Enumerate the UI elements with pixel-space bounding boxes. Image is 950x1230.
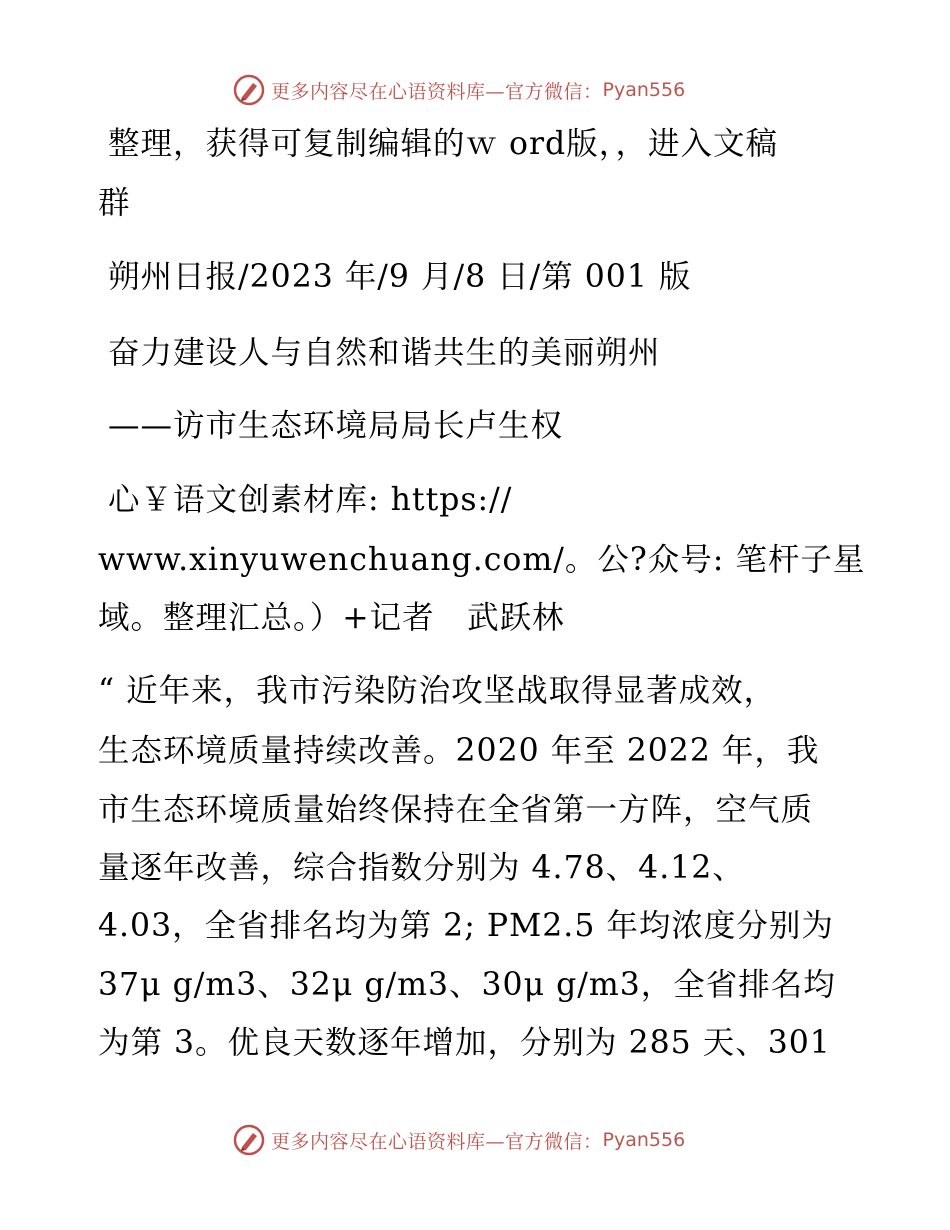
- body-line: 域。整理汇总。）+记者 武跃林: [98, 600, 565, 636]
- banner-wechat-id: Pyan556: [602, 79, 686, 101]
- body-line: 量逐年改善，综合指数分别为 4.78、4.12、: [98, 850, 745, 886]
- pen-logo-icon: [233, 1124, 265, 1156]
- header-banner: [233, 72, 713, 108]
- body-line: 为第 3。优良天数逐年增加，分别为 285 天、301: [98, 1025, 831, 1061]
- body-line: 37μ g/m3、32μ g/m3、30μ g/m3，全省排名均: [98, 967, 836, 1003]
- body-line: 整理，获得可复制编辑的ｗ ord版，，进入文稿: [108, 126, 778, 162]
- banner-text: 更多内容尽在心语资料库—官方微信：: [271, 80, 603, 103]
- body-line: 心￥语文创素材库: https://: [108, 482, 513, 518]
- banner-text: 更多内容尽在心语资料库—官方微信：: [271, 1130, 603, 1153]
- publication-line: 朔州日报/2023 年/9 月/8 日/第 001 版: [108, 259, 692, 295]
- body-line: 生态环境质量持续改善。2020 年至 2022 年，我: [98, 733, 820, 769]
- pen-logo-icon: [233, 74, 265, 106]
- body-line: 市生态环境质量始终保持在全省第一方阵，空气质: [98, 792, 814, 828]
- body-line: 4.03，全省排名均为第 2; PM2.5 年均浓度分别为: [98, 908, 834, 944]
- article-subtitle: ——访市生态环境局局长卢生权: [108, 408, 564, 444]
- body-line: “ 近年来，我市污染防治攻坚战取得显著成效，: [98, 673, 777, 709]
- footer-banner: [233, 1122, 713, 1158]
- body-line: www.xinyuwenchuang.com/。公?众号: 笔杆子星: [98, 542, 866, 578]
- banner-wechat-id: Pyan556: [602, 1129, 686, 1151]
- body-line: 群: [98, 185, 131, 221]
- article-title: 奋力建设人与自然和谐共生的美丽朔州: [108, 335, 661, 371]
